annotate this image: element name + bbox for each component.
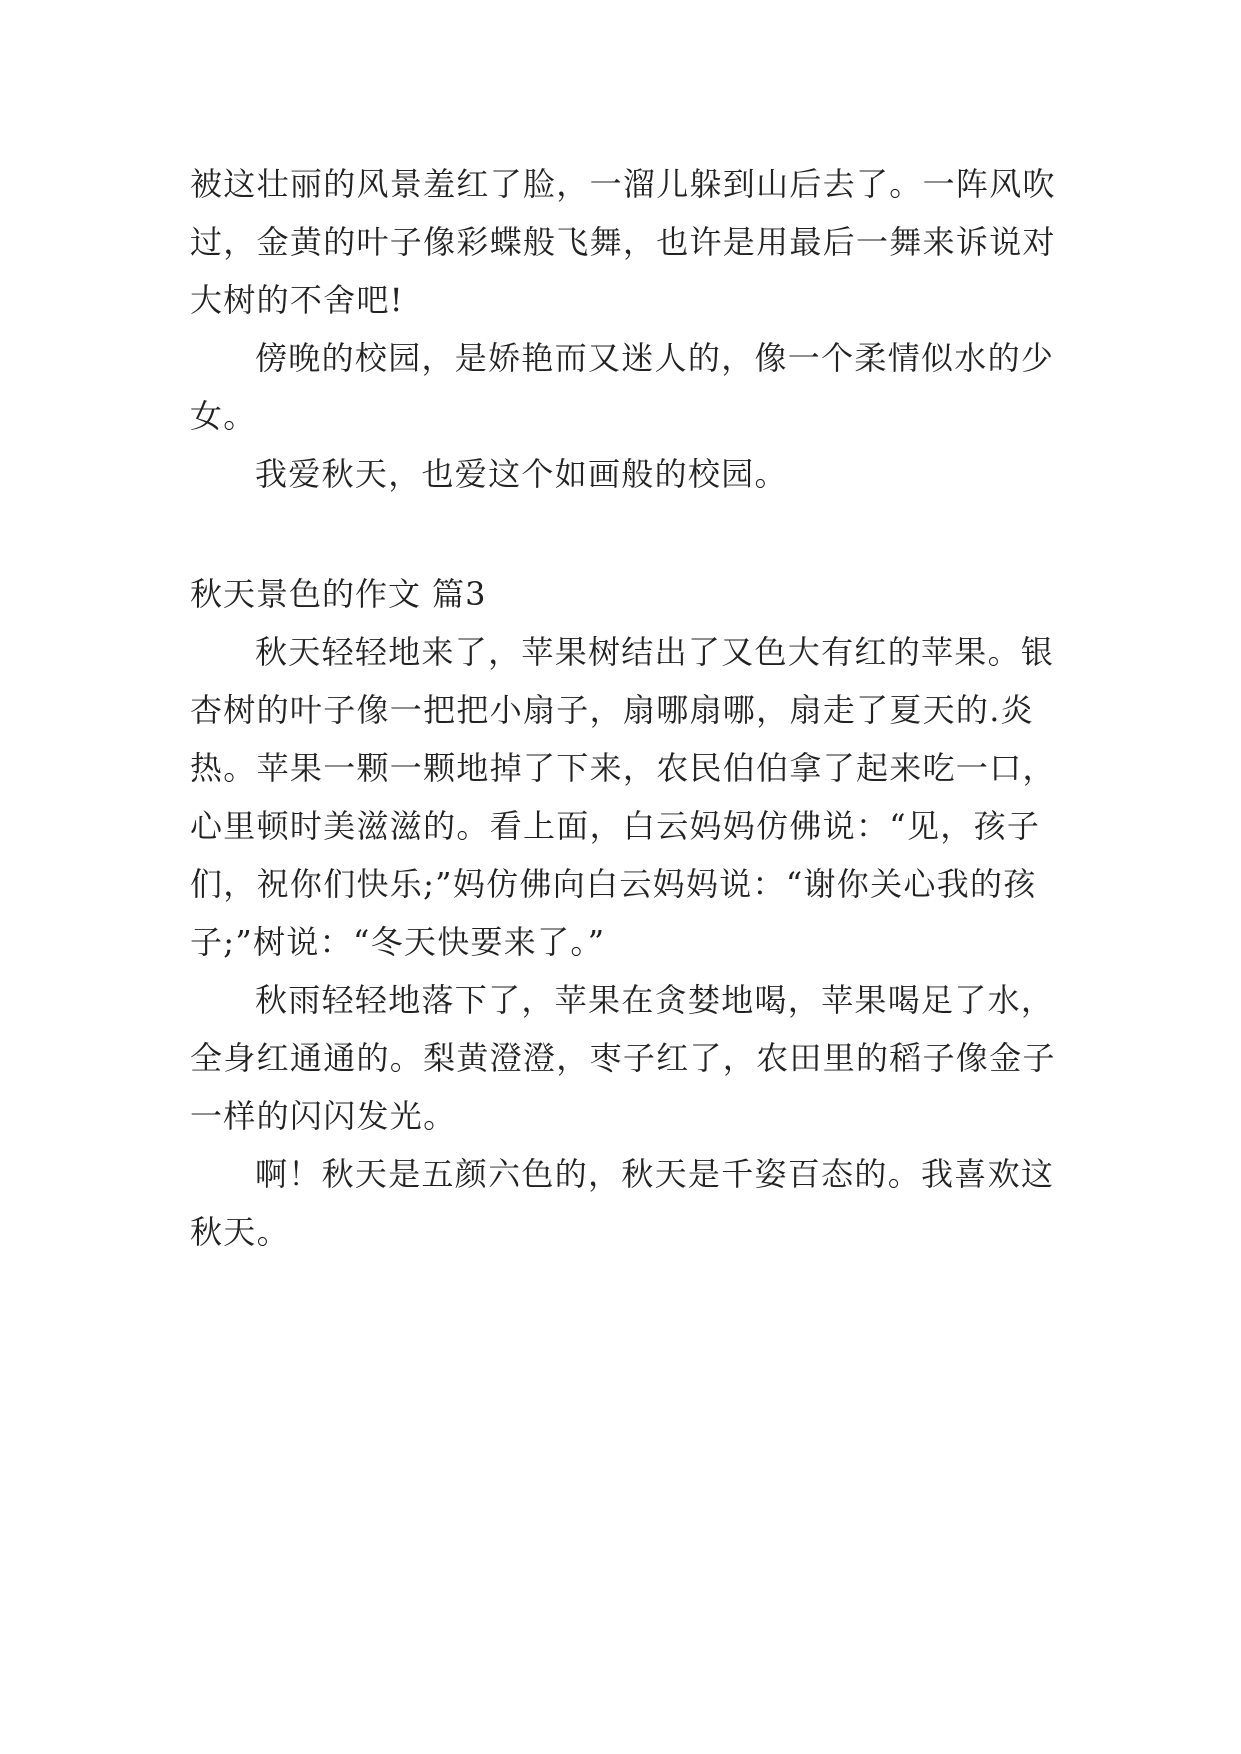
paragraph-line: 啊！秋天是五颜六色的，秋天是千姿百态的。我喜欢这 (255, 1155, 1055, 1193)
paragraph-line: 被这壮丽的风景羞红了脸，一溜儿躲到山后去了。一阵风吹 (190, 165, 1056, 203)
paragraph-line: 我爱秋天，也爱这个如画般的校园。 (255, 455, 788, 493)
paragraph-line: 一样的闪闪发光。 (190, 1097, 457, 1135)
paragraph-line: 秋天。 (190, 1213, 290, 1251)
section-heading: 秋天景色的作文 篇3 (190, 575, 487, 613)
paragraph-line: 大树的不舍吧! (190, 281, 404, 319)
paragraph-line: 秋雨轻轻地落下了，苹果在贪婪地喝，苹果喝足了水， (255, 981, 1055, 1019)
paragraph-line: 热。苹果一颗一颗地掉了下来，农民伯伯拿了起来吃一口， (190, 749, 1056, 787)
paragraph-line: 秋天轻轻地来了，苹果树结出了又色大有红的苹果。银 (255, 633, 1055, 671)
paragraph-line: 傍晚的校园，是娇艳而又迷人的，像一个柔情似水的少 (255, 339, 1055, 377)
paragraph-line: 全身红通通的。梨黄澄澄，枣子红了，农田里的稻子像金子 (190, 1039, 1056, 1077)
paragraph-line: 子;”树说：“冬天快要来了。” (190, 923, 606, 961)
paragraph-line: 杏树的叶子像一把把小扇子，扇哪扇哪，扇走了夏天的.炎 (190, 691, 1034, 729)
paragraph-line: 心里顿时美滋滋的。看上面，白云妈妈仿佛说：“见，孩子 (190, 807, 1041, 845)
paragraph-line: 过，金黄的叶子像彩蝶般飞舞，也许是用最后一舞来诉说对 (190, 223, 1056, 261)
paragraph-line: 女。 (190, 397, 257, 435)
paragraph-line: 们，祝你们快乐;”妈仿佛向白云妈妈说：“谢你关心我的孩 (190, 865, 1037, 903)
